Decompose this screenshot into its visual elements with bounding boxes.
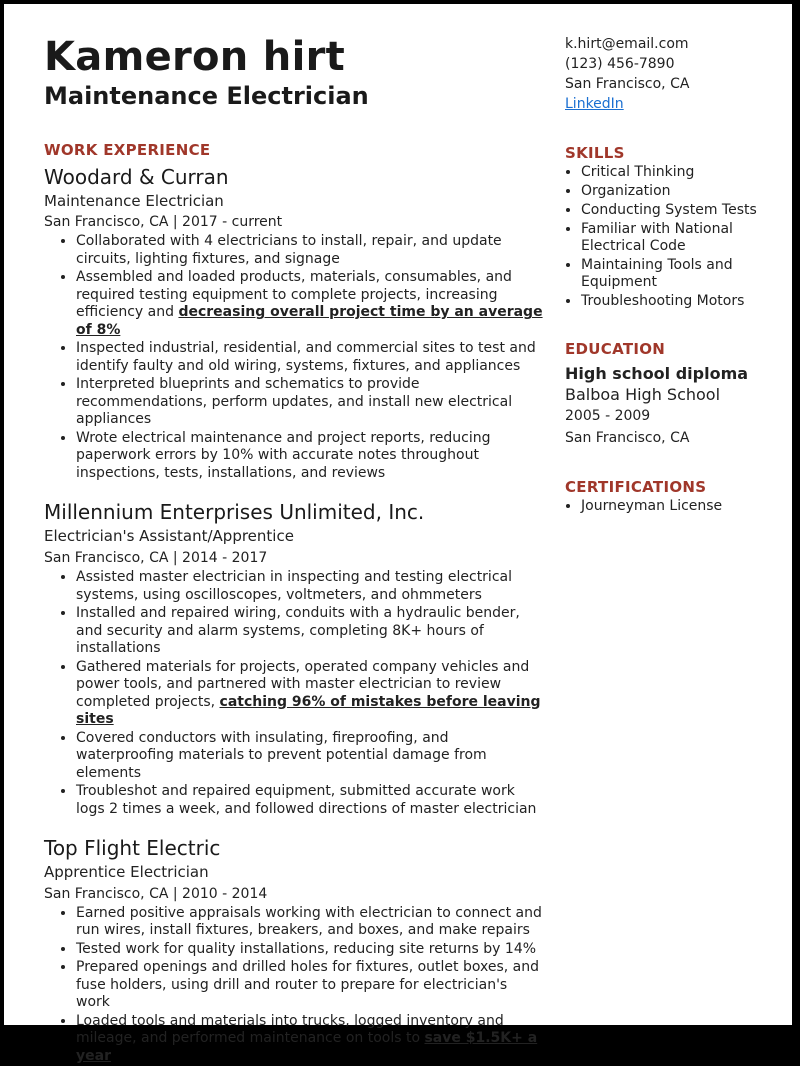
job-bullets [44, 569, 544, 818]
job-bullet: • Installed and repaired wiring, conduits with a hydraulic bender, and security and alarm systems, completing 8K+ hours of installations [76, 605, 544, 658]
skill-item: • Familiar with National Electrical Code [581, 221, 765, 255]
job-bullet: • Covered conductors with insulating, fireproofing, and waterproofing materials to prevent potential damage from elements [76, 730, 544, 783]
job-bullet: • Gathered materials for projects, operated company vehicles and power tools, and partnered with master electrician to review completed projects, catching 96% of mistakes before leaving sites [76, 659, 544, 729]
contact-block [565, 34, 765, 114]
skill-item: • Maintaining Tools and Equipment [581, 257, 765, 291]
job-bullet: • Interpreted blueprints and schematics to provide recommendations, perform updates, and install new electrical appliances [76, 376, 544, 429]
jobs-list [44, 165, 544, 1066]
linkedin-link[interactable]: LinkedIn [565, 96, 624, 112]
education-years: 2005 - 2009 [565, 408, 651, 424]
skills-heading: SKILLS [565, 144, 625, 162]
job-bullet: • Wrote electrical maintenance and project reports, reducing paperwork errors by 10% with accurate notes throughout inspections, tests, installations, and reviews [76, 430, 544, 483]
skill-item: • Conducting System Tests [581, 202, 765, 219]
job-bullet: • Prepared openings and drilled holes for fixtures, outlet boxes, and fuse holders, using drill and router to prepare for electrician's work [76, 959, 544, 1012]
job-bullet: • Inspected industrial, residential, and commercial sites to test and identify faulty and old wiring, systems, fixtures, and appliances [76, 340, 544, 375]
candidate-title: Maintenance Electrician [44, 82, 369, 110]
contact-location: San Francisco, CA [565, 76, 690, 92]
education-degree: High school diploma [565, 364, 749, 383]
job-bullets [44, 233, 544, 482]
job-bullet: • Loaded tools and materials into trucks, logged inventory and mileage, and performed maintenance on tools to save $1.5K+ a year [76, 1013, 544, 1066]
highlight-metric: decreasing overall project time by an average of 8% [76, 304, 543, 338]
certification-item: • Journeyman License [581, 498, 765, 515]
skill-item: • Critical Thinking [581, 164, 765, 181]
certifications-list [565, 498, 765, 515]
skill-item: • Organization [581, 183, 765, 200]
job-company: Woodard & Curran [44, 164, 229, 189]
job-role: Electrician's Assistant/Apprentice [44, 527, 294, 546]
job-role: Apprentice Electrician [44, 863, 209, 882]
job-bullet: • Assisted master electrician in inspecting and testing electrical systems, using oscilloscopes, voltmeters, and ohmmeters [76, 569, 544, 604]
skill-item: • Troubleshooting Motors [581, 293, 765, 310]
contact-phone: (123) 456-7890 [565, 56, 675, 72]
job-bullet: • Assembled and loaded products, materials, consumables, and required testing equipment to complete projects, increasing efficiency and decreasing overall project time by an average of 8% [76, 269, 544, 339]
job-bullet: • Troubleshot and repaired equipment, submitted accurate work logs 2 times a week, and followed directions of master electrician [76, 783, 544, 818]
sidebar-column [565, 34, 765, 517]
resume-page [4, 4, 792, 1064]
education-heading: EDUCATION [565, 340, 666, 358]
job-role: Maintenance Electrician [44, 191, 224, 210]
education-school: Balboa High School [565, 385, 721, 404]
candidate-name: Kameron hirt [44, 34, 346, 80]
highlight-metric: save $1.5K+ a year [76, 1030, 538, 1064]
job-meta: San Francisco, CA | 2014 - 2017 [44, 549, 268, 566]
job-bullet: • Tested work for quality installations, reducing site returns by 14% [76, 941, 544, 959]
skills-list [565, 164, 765, 310]
certifications-heading: CERTIFICATIONS [565, 478, 707, 496]
job-company: Millennium Enterprises Unlimited, Inc. [44, 500, 425, 525]
education-location: San Francisco, CA [565, 430, 690, 446]
job-bullet: • Earned positive appraisals working with electrician to connect and run wires, install fixtures, breakers, and boxes, and make repairs [76, 905, 544, 940]
job-company: Top Flight Electric [44, 836, 221, 861]
job-meta: San Francisco, CA | 2017 - current [44, 214, 283, 231]
job-meta: San Francisco, CA | 2010 - 2014 [44, 885, 268, 902]
job-bullets [44, 905, 544, 1066]
work-experience-heading: WORK EXPERIENCE [44, 140, 211, 159]
job-entry [44, 836, 544, 1065]
job-entry [44, 165, 544, 483]
highlight-metric: catching 96% of mistakes before leaving sites [76, 693, 541, 728]
contact-email: k.hirt@email.com [565, 36, 689, 52]
job-entry [44, 500, 544, 818]
job-bullet: • Collaborated with 4 electricians to install, repair, and update circuits, lighting fixtures, and signage [76, 233, 544, 268]
main-column [44, 34, 544, 1066]
